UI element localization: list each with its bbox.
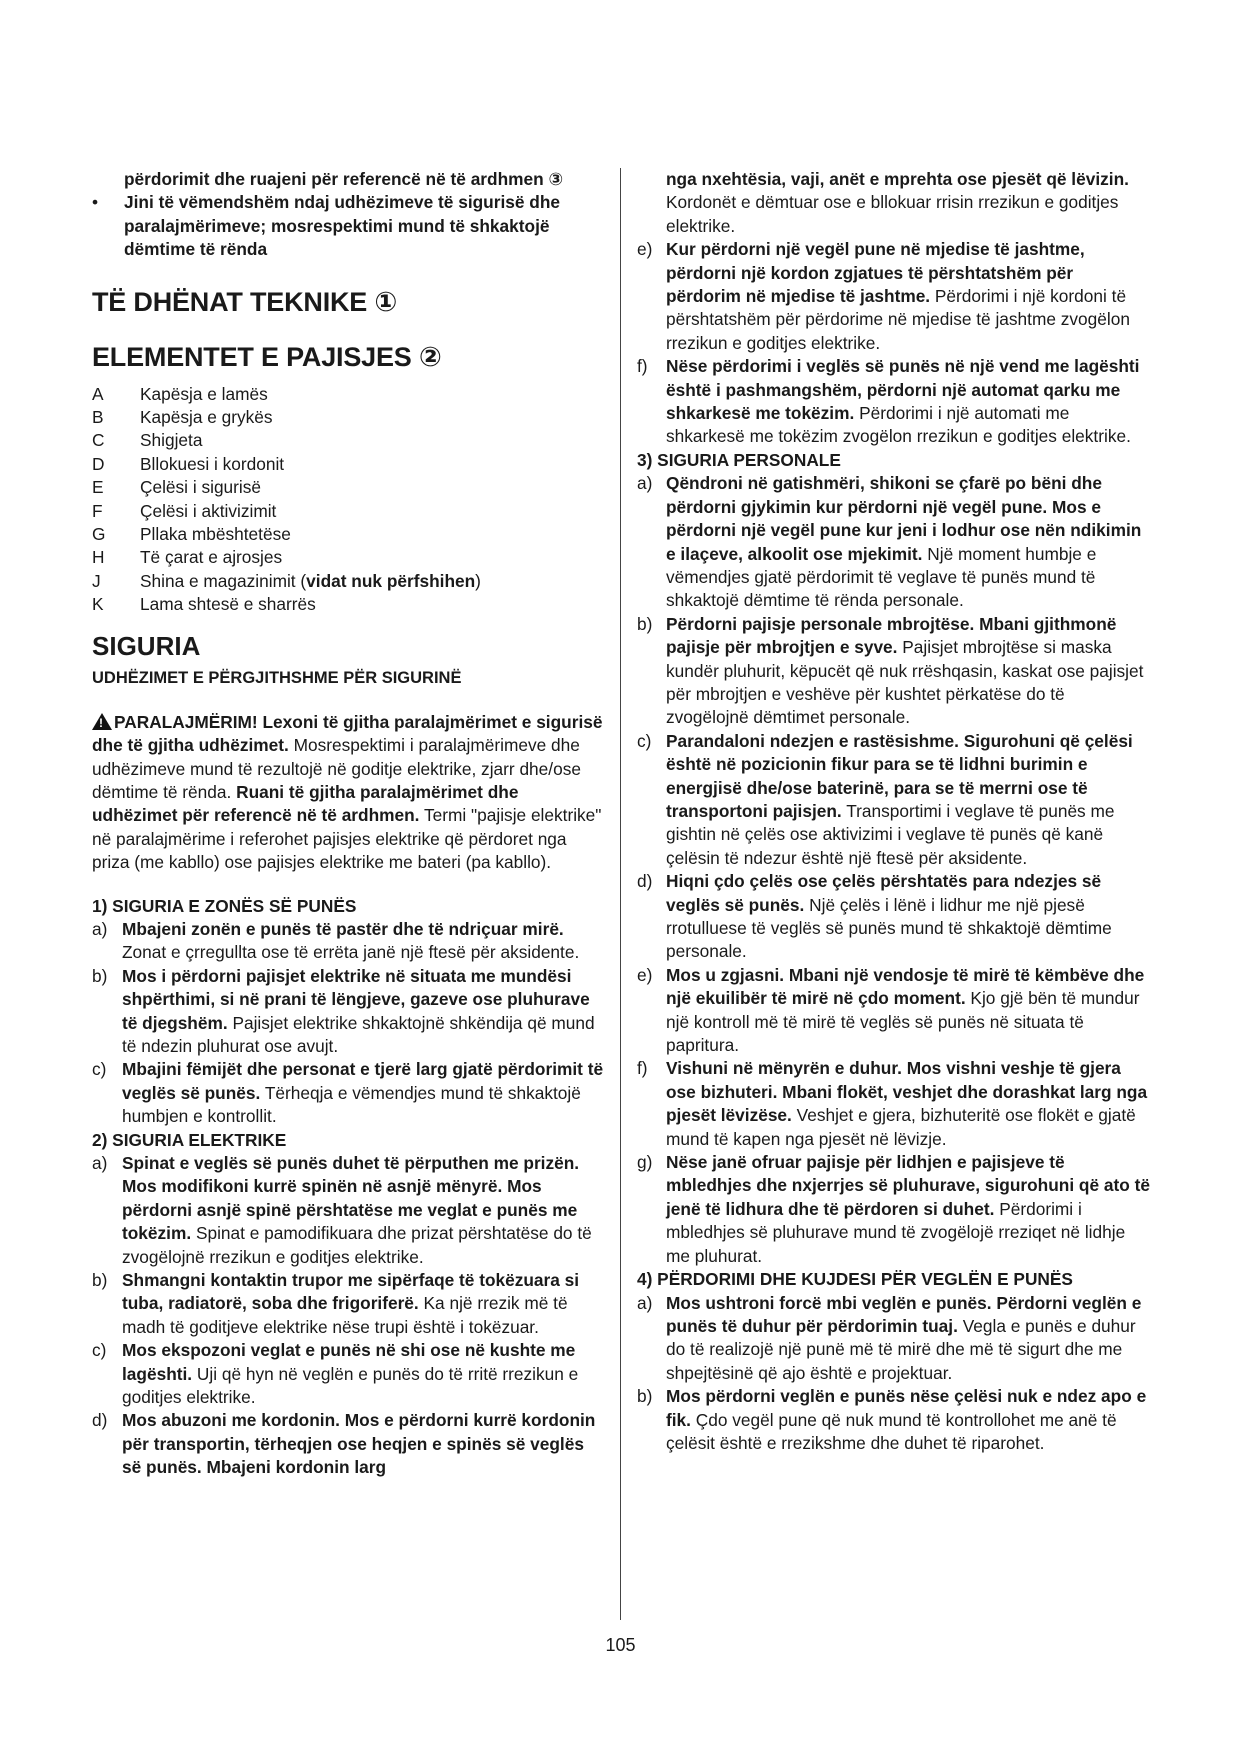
safety-heading: SIGURIA — [92, 630, 201, 661]
list-item: g) Nëse janë ofruar pajisje për lidhjen e pajisjeve të mbledhjes dhe nxjerrjes së pluhurave, sigurohuni që ato të jenë të lidhura dhe të përdoren si duhet. Përdorimi i mbledhjes së pluhurave mund të zvogëlojë rreziqet në lidhje me pluhurat. — [637, 1152, 1150, 1266]
list-item: a) Qëndroni në gatishmëri, shikoni se çfarë po bëni dhe përdorni gjykimin kur përdorni një vegël pune. Mos e përdorni një vegël pune kur jeni i lodhur ose nën ndikimin e ilaçeve, alkoolit ose mjekimit. Një moment humbje e vëmendjes gjatë përdorimit të veglave të punës mund të shkaktojë dëmtime të rënda personale. — [637, 473, 1142, 611]
tool-use-section-heading: 4) PËRDORIMI DHE KUJDESI PËR VEGLËN E PUNËS — [637, 1269, 1073, 1290]
right-column — [637, 168, 1150, 1455]
column-divider — [620, 168, 621, 1620]
list-item: b) Shmangni kontaktin trupor me sipërfaqe të tokëzuara si tuba, radiatorë, soba dhe frigoriferë. Ka një rrezik më të madh të goditjeve elektrike nëse trupi është i tokëzuar. — [92, 1270, 580, 1337]
list-item: d) Mos abuzoni me kordonin. Mos e përdorni kurrë kordonin për transportin, tërheqjen ose heqjen e spinës së veglës së punës. Mbajeni kordonin larg — [92, 1410, 596, 1478]
safety-bullet: • Jini të vëmendshëm ndaj udhëzimeve të sigurisë dhe paralajmërimeve; mosrespektimi mund të shkaktojë dëmtime të rënda — [92, 192, 561, 260]
list-item: a) Mbajeni zonën e punës të pastër dhe të ndriçuar mirë. Zonat e çrregullta ose të errëta janë një ftesë për aksidente. — [92, 918, 580, 963]
warning-icon: ! — [92, 713, 112, 730]
left-column — [92, 168, 604, 1480]
parts-list — [92, 383, 604, 617]
warning-paragraph: ! PARALAJMËRIM! Lexoni të gjitha paralajmërimet e sigurisë dhe të gjitha udhëzimet. Mosrespektimi i paralajmërimeve dhe udhëzimeve mund të rezultojë në goditje elektrike, zjarr dhe/ose dëmtime të rënda. Ruani të gjitha paralajmërimet dhe udhëzimet për referencë në të ardhmen. Termi "pajisje elektrike" në paralajmërime i referohet pajisjes elektrike që përdoret nga priza (me kabllo) ose pajisjes elektrike me bateri (pa kabllo). — [92, 711, 603, 873]
list-item: f) Vishuni në mënyrën e duhur. Mos vishni veshje të gjera ose bizhuteri. Mbani flokët, veshjet dhe dorashkat larg nga pjesët lëvizëse. Veshjet e gjera, bizhuteritë ose flokët e gjatë mund të kapen nga pjesët në lëvizje. — [637, 1058, 1148, 1149]
general-safety-subheading: UDHËZIMET E PËRGJITHSHME PËR SIGURINË — [92, 668, 462, 687]
work-area-section-heading: 1) SIGURIA E ZONËS SË PUNËS — [92, 895, 357, 916]
list-item: C Shigjeta — [92, 430, 203, 451]
list-item: e) Kur përdorni një vegël pune në mjedise të jashtme, përdorni një kordon zgjatues të përshtatshëm për përdorim në mjedise të jashtme. Përdorimi i një kordoni të përshtatshëm për përdorime në mjedise të jashtme zvogëlon rrezikun e goditjes elektrike. — [637, 239, 1130, 353]
list-item: E Çelësi i sigurisë — [92, 477, 262, 498]
list-item: c) Mbajini fëmijët dhe personat e tjerë larg gjatë përdorimit të veglës së punës. Tërheqja e vëmendjes mund të shkaktojë humbjen e kontrollit. — [92, 1059, 604, 1127]
list-item: A Kapësja e lamës — [92, 383, 268, 404]
list-item: B Kapësja e grykës — [92, 407, 273, 428]
list-item: c) Mos ekspozoni veglat e punës në shi ose në kushte me lagështi. Uji që hyn në veglën e punës do të rritë rrezikun e goditjes elektrike. — [92, 1340, 579, 1408]
electrical-section-heading: 2) SIGURIA ELEKTRIKE — [92, 1129, 287, 1150]
list-item: f) Nëse përdorimi i veglës së punës në një vend me lagështi është i pashmangshëm, përdorni një automat qarku me shkarkesë me tokëzim. Përdorimi i një automati me shkarkesë me tokëzim zvogëlon rrezikun e goditjes elektrike. — [637, 356, 1140, 447]
page-number: 105 — [605, 1635, 636, 1655]
list-item: D Bllokuesi i kordonit — [92, 453, 285, 474]
list-item: b) Mos përdorni veglën e punës nëse çelësi nuk e ndez apo e fik. Çdo vegël pune që nuk mund të kontrollohet me anë të çelësit është e rrezikshme dhe duhet të riparohet. — [637, 1386, 1147, 1453]
list-item: b) Mos i përdorni pajisjet elektrike në situata me mundësi shpërthimi, si në prani të lëngjeve, gazeve ose pluhurave të djegshëm. Pajisjet elektrike shkaktojnë shkëndija që mund të ndezin pluhurat ose avujt. — [92, 965, 595, 1056]
list-item: a) Mos ushtroni forcë mbi veglën e punës. Përdorni veglën e punës të duhur për përdorimin tuaj. Vegla e punës e duhur do të realizojë një punë më të mirë dhe më të sigurt dhe me shpejtësinë që ajo është e projektuar. — [637, 1292, 1142, 1383]
list-item: K Lama shtesë e sharrës — [92, 594, 316, 615]
list-item: F Çelësi i aktivizimit — [92, 500, 277, 521]
list-item: H Të çarat e ajrosjes — [92, 547, 283, 568]
personal-safety-section-heading: 3) SIGURIA PERSONALE — [637, 449, 841, 470]
list-item: J Shina e magazinimit (vidat nuk përfshihen) — [92, 570, 481, 591]
list-item: a) Spinat e veglës së punës duhet të përputhen me prizën. Mos modifikoni kurrë spinën në asnjë mënyrë. Mos përdorni asnjë spinë përshtatëse me veglat e punës me tokëzim. Spinat e pamodifikuara dhe prizat përshtatëse do të zvogëlojnë rrezikun e goditjes elektrike. — [92, 1153, 592, 1267]
technical-data-heading: TË DHËNAT TEKNIKE ① — [92, 286, 398, 317]
continued-text: përdorimit dhe ruajeni për referencë në të ardhmen ③ — [124, 169, 564, 189]
list-item: e) Mos u zgjasni. Mbani një vendosje të mirë të këmbëve dhe një ekuilibër të mirë në çdo moment. Kjo gjë bën të mundur një kontroll më të mirë të veglës së punës në situata të papritura. — [637, 964, 1145, 1056]
list-item: c) Parandaloni ndezjen e rastësishme. Sigurohuni që çelësi është në pozicionin fikur para se të lidhni burimin e energjisë dhe/ose baterinë, para se të merrni ose të transportoni pajisjen. Transportimi i veglave të punës me gishtin në çelës ose aktivizimi i veglave të punës që kanë çelësin të ndezur është një ftesë për aksidente. — [637, 730, 1133, 868]
list-item: d) Hiqni çdo çelës ose çelës përshtatës para ndezjes së veglës së punës. Një çelës i lënë i lidhur me një pjesë rrotulluese të veglës së punës mund të shkaktojë dëmtime personale. — [637, 871, 1112, 962]
list-item: b) Përdorni pajisje personale mbrojtëse. Mbani gjithmonë pajisje për mbrojtjen e syve. Pajisjet mbrojtëse si maska kundër pluhurit, këpucët që nuk rrëshqasin, kaskat ose pajisjet për mbrojtjen e veshëve për kushtet përkatëse do të zvogëlojnë dëmtimet personale. — [637, 613, 1144, 728]
device-elements-heading: ELEMENTET E PAJISJES ② — [92, 341, 442, 372]
continued-text: nga nxehtësia, vaji, anët e mprehta ose pjesët që lëvizin. Kordonët e dëmtuar ose e bllokuar rrisin rrezikun e goditjes elektrike. — [666, 169, 1129, 236]
list-item: G Pllaka mbështetëse — [92, 524, 291, 545]
